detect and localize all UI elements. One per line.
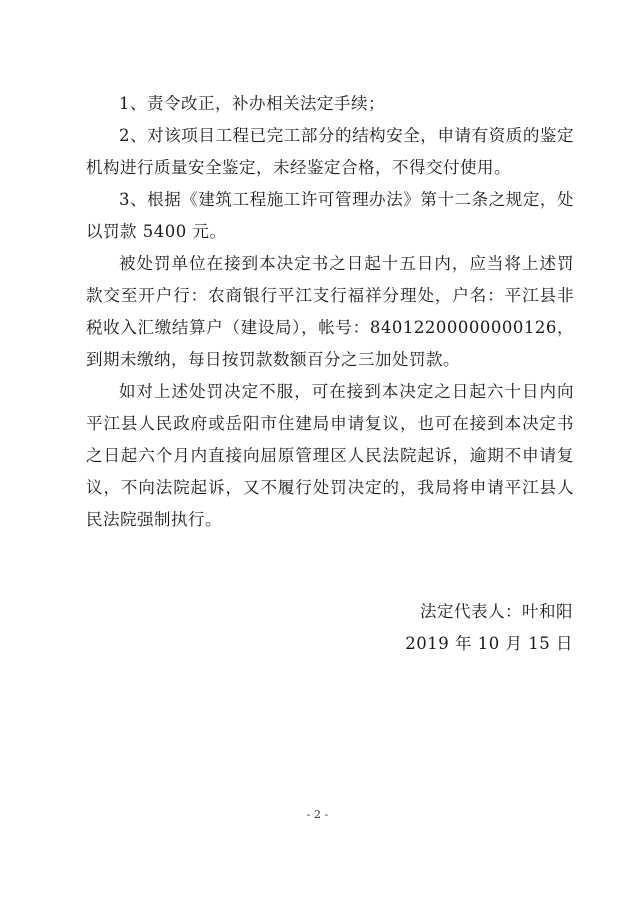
- penalty-item-1: 1、责令改正，补办相关法定手续；: [119, 94, 385, 113]
- penalty-item-2: 2、对该项目工程已完工部分的结构安全，申请有资质的鉴定机构进行质量安全鉴定，未经鉴定合格，不得交付使用。: [86, 126, 574, 177]
- penalty-item-3: 3、根据《建筑工程施工许可管理办法》第十二条之规定，处以罚款 5400 元。: [86, 190, 574, 241]
- signature-block: [405, 596, 573, 660]
- legal-representative: 法定代表人：叶和阳: [420, 602, 573, 621]
- page-number: - 2 -: [306, 808, 329, 821]
- payment-paragraph: 被处罚单位在接到本决定书之日起十五日内，应当将上述罚款交至开户行：农商银行平江支行福祥分理处，户名：平江县非税收入汇缴结算户（建设局），帐号：84012200000000126，到期未缴纳，每日按罚款数额百分之三加处罚款。: [86, 254, 574, 369]
- document-body: [86, 88, 574, 536]
- decision-date: 2019 年 10 月 15 日: [405, 634, 573, 653]
- appeal-paragraph: 如对上述处罚决定不服，可在接到本决定之日起六十日内向平江县人民政府或岳阳市住建局申请复议，也可在接到本决定书之日起六个月内直接向屈原管理区人民法院起诉，逾期不申请复议，不向法院起诉，又不履行处罚决定的，我局将申请平江县人民法院强制执行。: [86, 382, 574, 529]
